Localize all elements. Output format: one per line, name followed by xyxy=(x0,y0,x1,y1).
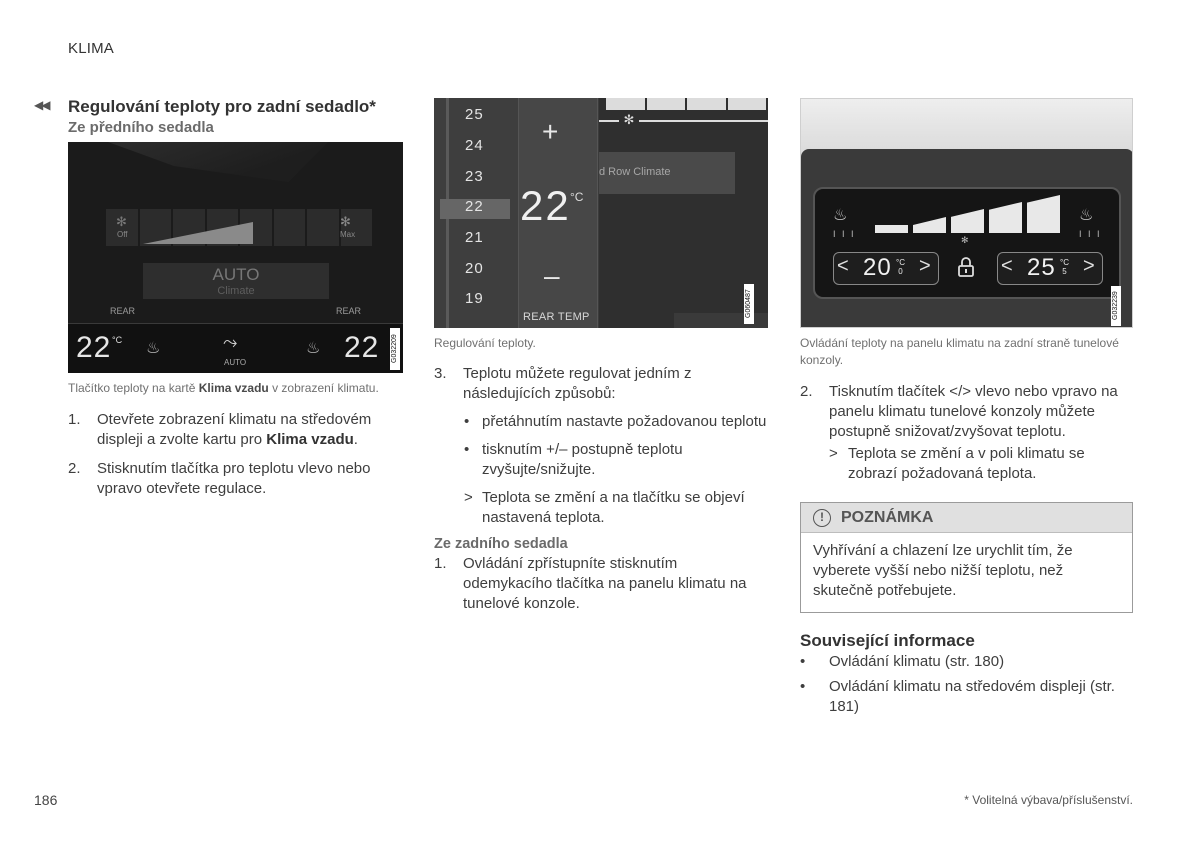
row-climate-label: d Row Climate xyxy=(599,166,671,178)
scale-value: 22 xyxy=(465,198,484,215)
rear-left-label: REAR xyxy=(110,306,136,316)
temp-left: 22 xyxy=(76,331,112,364)
info-icon: ! xyxy=(813,509,831,527)
scale-value: 25 xyxy=(465,106,484,123)
airflow-icon: ⤳ xyxy=(223,332,238,352)
related-info-title: Související informace xyxy=(800,631,975,650)
chevron-left-icon: < xyxy=(837,255,849,277)
note-box xyxy=(800,502,1133,613)
subtitle-front: Ze předního sedadla xyxy=(68,119,214,136)
rear-right-label: REAR xyxy=(336,306,362,316)
fan-max-label: Max xyxy=(340,230,356,239)
list-item: • přetáhnutím nastavte požadovanou teplotu xyxy=(464,413,767,430)
temperature-scale xyxy=(434,98,518,328)
figure-caption: Ovládání teploty na panelu klimatu na zadní straně tunelové konzoly. xyxy=(800,336,1119,367)
note-title: POZNÁMKA xyxy=(841,508,934,526)
temp-unit: °C xyxy=(570,190,584,204)
column-front-seat xyxy=(34,96,403,508)
step-item: 1. Otevřete zobrazení klimatu na středovém displeji a zvolte kartu pro Klima vzadu. xyxy=(68,411,372,448)
method-list xyxy=(434,412,768,480)
steps-rear xyxy=(434,554,768,614)
fan-level-bars xyxy=(875,195,1059,233)
result-text: > Teplota se změní a na tlačítku se objeví nastavená teplota. xyxy=(464,489,745,526)
steps-front xyxy=(68,410,403,499)
figure-caption: Regulování teploty. xyxy=(434,336,536,350)
seat-heat-left-icon: ♨ xyxy=(146,340,161,357)
result-text: > Teplota se změní a v poli klimatu se zobrazí požadovaná teplota. xyxy=(829,445,1085,482)
section-marker-icon: ◀◀ xyxy=(34,98,49,112)
auto-label: AUTO xyxy=(212,265,260,284)
chevron-right-icon: > xyxy=(919,255,931,277)
tab-strip xyxy=(606,98,766,110)
scale-value: 21 xyxy=(465,229,484,246)
related-link[interactable]: • Ovládání klimatu (str. 180) xyxy=(800,653,1005,670)
list-item: • tisknutím +/– postupně teplotu zvyšujte/snižujte. xyxy=(464,441,683,478)
step-item: 1. Ovládání zpřístupníte stisknutím odemykacího tlačítka na panelu klimatu na tunelové konzole. xyxy=(434,555,747,612)
fan-off-label: Off xyxy=(117,230,128,239)
figure-caption: Tlačítko teploty na kartě Klima vzadu v zobrazení klimatu. xyxy=(68,381,379,395)
image-code: G032239 xyxy=(1111,286,1121,326)
footnote: * Volitelná výbava/příslušenství. xyxy=(964,793,1133,807)
step-item: 2. Stisknutím tlačítka pro teplotu vlevo nebo vpravo otevřete regulace. xyxy=(68,460,371,497)
related-list xyxy=(800,652,1133,717)
image-code: G032209 xyxy=(390,328,400,370)
right-temp-decimal: °C 5 xyxy=(1060,258,1069,276)
chevron-left-icon: < xyxy=(1001,255,1013,277)
note-header xyxy=(801,503,1132,533)
auto-climate-button xyxy=(143,263,329,299)
seat-heat-right-icon: ♨ xyxy=(306,340,321,357)
auto-small-label: AUTO xyxy=(224,358,247,367)
running-header: KLIMA xyxy=(68,40,115,57)
seat-heat-left-icon: ♨ xyxy=(833,207,848,224)
step-item: 2. Tisknutím tlačítek </> vlevo nebo vpravo na panelu klimatu tunelové konzoly můžete postupně snižovat/zvyšovat teplotu. xyxy=(800,383,1118,440)
section-title: Regulování teploty pro zadní sedadlo* xyxy=(68,97,376,116)
plus-button: + xyxy=(542,116,559,147)
scale-value: 19 xyxy=(465,290,484,307)
temp-value: 22 xyxy=(520,182,571,229)
page-number: 186 xyxy=(34,792,58,808)
fan-max-icon: ✻ xyxy=(340,214,351,229)
note-body: Vyhřívání a chlazení lze urychlit tím, že vyberete vyšší nebo nižší teplotu, než skutečně potřebujete. xyxy=(813,542,1073,599)
subtitle-rear: Ze zadního sedadla xyxy=(434,536,568,552)
left-temp-value: 20 xyxy=(863,254,892,281)
scale-value: 20 xyxy=(465,260,484,277)
step-item: 3. Teplotu můžete regulovat jedním z následujících způsobů: xyxy=(434,365,692,402)
scale-value: 24 xyxy=(465,137,484,154)
image-code: G060487 xyxy=(744,284,754,324)
seat-heat-right-icon: ♨ xyxy=(1079,207,1094,224)
climate-label: Climate xyxy=(217,285,255,297)
right-temp-value: 25 xyxy=(1027,254,1056,281)
column-temperature-regulation xyxy=(434,98,768,623)
background-panel xyxy=(599,98,768,328)
fan-icon: ✻ xyxy=(619,112,639,128)
figure-temperature-slider xyxy=(434,98,768,328)
steps-regulation xyxy=(434,364,768,404)
fan-icon: ✻ xyxy=(116,214,127,229)
scale-value: 23 xyxy=(465,168,484,185)
chevron-right-icon: > xyxy=(1083,255,1095,277)
steps-console xyxy=(800,382,1133,442)
left-temp-decimal: °C 0 xyxy=(896,258,905,276)
related-link[interactable]: • Ovládání klimatu na středovém displeji (str. 181) xyxy=(800,678,1115,715)
unit-left: °C xyxy=(112,335,123,345)
fan-icon: ✻ xyxy=(961,235,969,245)
figure-rear-climate-panel: ♨ I I I ♨ I I I ✻ < 20 °C 0 > < 25 °C 5 > G032239 xyxy=(800,98,1133,328)
lock-icon xyxy=(957,256,975,278)
rear-temp-label: REAR TEMP xyxy=(523,311,590,323)
column-rear-console xyxy=(800,98,1133,722)
figure-climate-display xyxy=(68,142,403,373)
minus-button: – xyxy=(544,260,560,291)
temp-right: 22 xyxy=(344,331,380,364)
